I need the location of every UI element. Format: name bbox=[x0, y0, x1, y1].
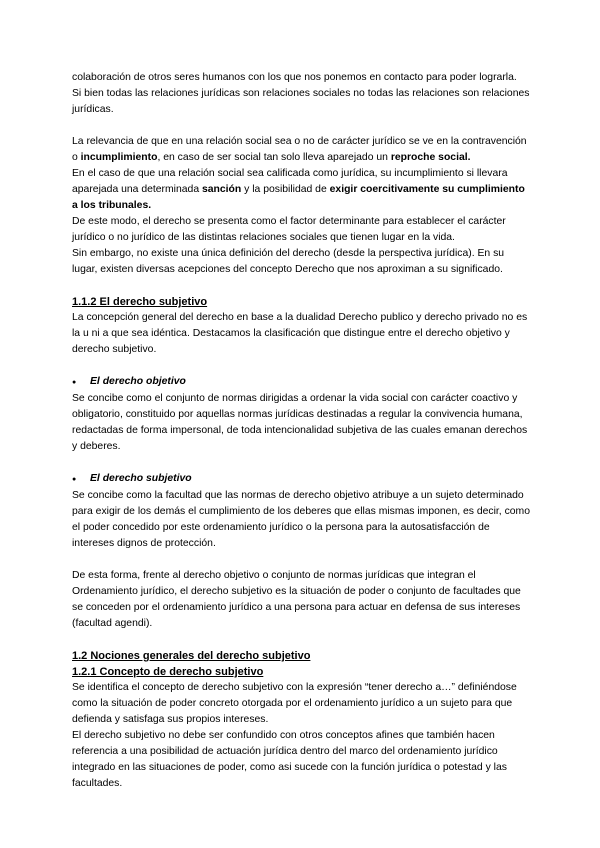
paragraph-sanction: En el caso de que una relación social sea calificada como jurídica, su incumplimiento si llevara aparejada una determinada sanción y la posibilidad de exigir coercitivamente su cumplimiento a los tribunales. bbox=[72, 168, 525, 211]
bold-sancion: sanción bbox=[201, 184, 242, 195]
bold-incumplimiento: incumplimiento bbox=[80, 152, 158, 163]
paragraph-definitions: Sin embargo, no existe una única definición del derecho (desde la perspectiva jurídica). En su lugar, existen diversas acepciones del concepto Derecho que nos aproximan a su significado. bbox=[72, 248, 505, 275]
bullet-objective-law: ● El derecho objetivo bbox=[72, 374, 532, 391]
bold-reproche-social: reproche social. bbox=[390, 152, 471, 163]
section-heading-1-1-2: 1.1.2 El derecho subjetivo bbox=[72, 296, 208, 308]
paragraph-relations: Si bien todas las relaciones jurídicas son relaciones sociales no todas las relaciones son relaciones jurídicas. bbox=[72, 88, 530, 115]
section-heading-1-2: 1.2 Nociones generales del derecho subjetivo bbox=[72, 650, 311, 662]
paragraph-relevance: La relevancia de que en una relación social sea o no de carácter jurídico se ve en la contravención o incumplimiento, en caso de ser social tan solo lleva aparejado un reproche social. bbox=[72, 136, 527, 163]
spacer bbox=[72, 358, 532, 374]
spacer bbox=[72, 552, 532, 568]
paragraph-intro-end: colaboración de otros seres humanos con los que nos ponemos en contacto para poder lograrla. bbox=[72, 72, 517, 83]
bold-exigir: exigir coercitivamente su cumplimiento a los tribunales. bbox=[72, 184, 525, 211]
paragraph-subjective-law: Se concibe como la facultad que las normas de derecho objetivo atribuye a un sujeto determinado para exigir de los demás el cumplimiento de los deberes que ellas mismas imponen, es decir, como el poder concedido por este ordenamiento jurídico o la persona para la autosatisfacción de intereses dignos de protección. bbox=[72, 490, 530, 549]
spacer bbox=[72, 455, 532, 471]
document-page bbox=[72, 70, 532, 792]
paragraph-determinant: De este modo, el derecho se presenta como el factor determinante para establecer el carácter jurídico o no jurídico de las distintas relaciones sociales que tienen lugar en la vida. bbox=[72, 216, 506, 243]
section-heading-1-2-1: 1.2.1 Concepto de derecho subjetivo bbox=[72, 666, 264, 678]
paragraph-distinction: El derecho subjetivo no debe ser confundido con otros conceptos afines que también hacen referencia a una posibilidad de actuación jurídica dentro del marco del ordenamiento jurídico integrado en las situaciones de poder, como asi sucede con la función jurídica o potestad y las facultades. bbox=[72, 730, 507, 789]
paragraph-concept: Se identifica el concepto de derecho subjetivo con la expresión “tener derecho a…” definiéndose como la situación de poder concreto otorgada por el ordenamiento jurídico a un sujeto para que defienda y satisfaga sus propios intereses. bbox=[72, 682, 517, 725]
bullet-subjective-law: ● El derecho subjetivo bbox=[72, 471, 532, 488]
spacer bbox=[72, 278, 532, 294]
paragraph-conception: La concepción general del derecho en base a la dualidad Derecho publico y derecho privado no es la u ni a que sea idéntica. Destacamos la clasificación que distingue entre el derecho objetivo y derecho subjetivo. bbox=[72, 312, 528, 355]
bullet-icon: ● bbox=[72, 476, 77, 483]
paragraph-comparison: De esta forma, frente al derecho objetivo o conjunto de normas jurídicas que integran el Ordenamiento jurídico, el derecho subjetivo es la situación de poder o conjunto de facultades que se conceden por el ordenamiento jurídico a una persona para actuar en defensa de sus intereses (facultad agendi). bbox=[72, 570, 521, 629]
bullet-icon: ● bbox=[72, 379, 77, 386]
spacer bbox=[72, 632, 532, 648]
paragraph-objective-law: Se concibe como el conjunto de normas dirigidas a ordenar la vida social con carácter coactivo y obligatorio, constituido por aquellas normas jurídicas destinadas a regular la convivencia humana, redactadas de forma impersonal, de toda intencionalidad subjetiva de las cuales emanan derechos y deberes. bbox=[72, 393, 528, 452]
spacer bbox=[72, 118, 532, 134]
